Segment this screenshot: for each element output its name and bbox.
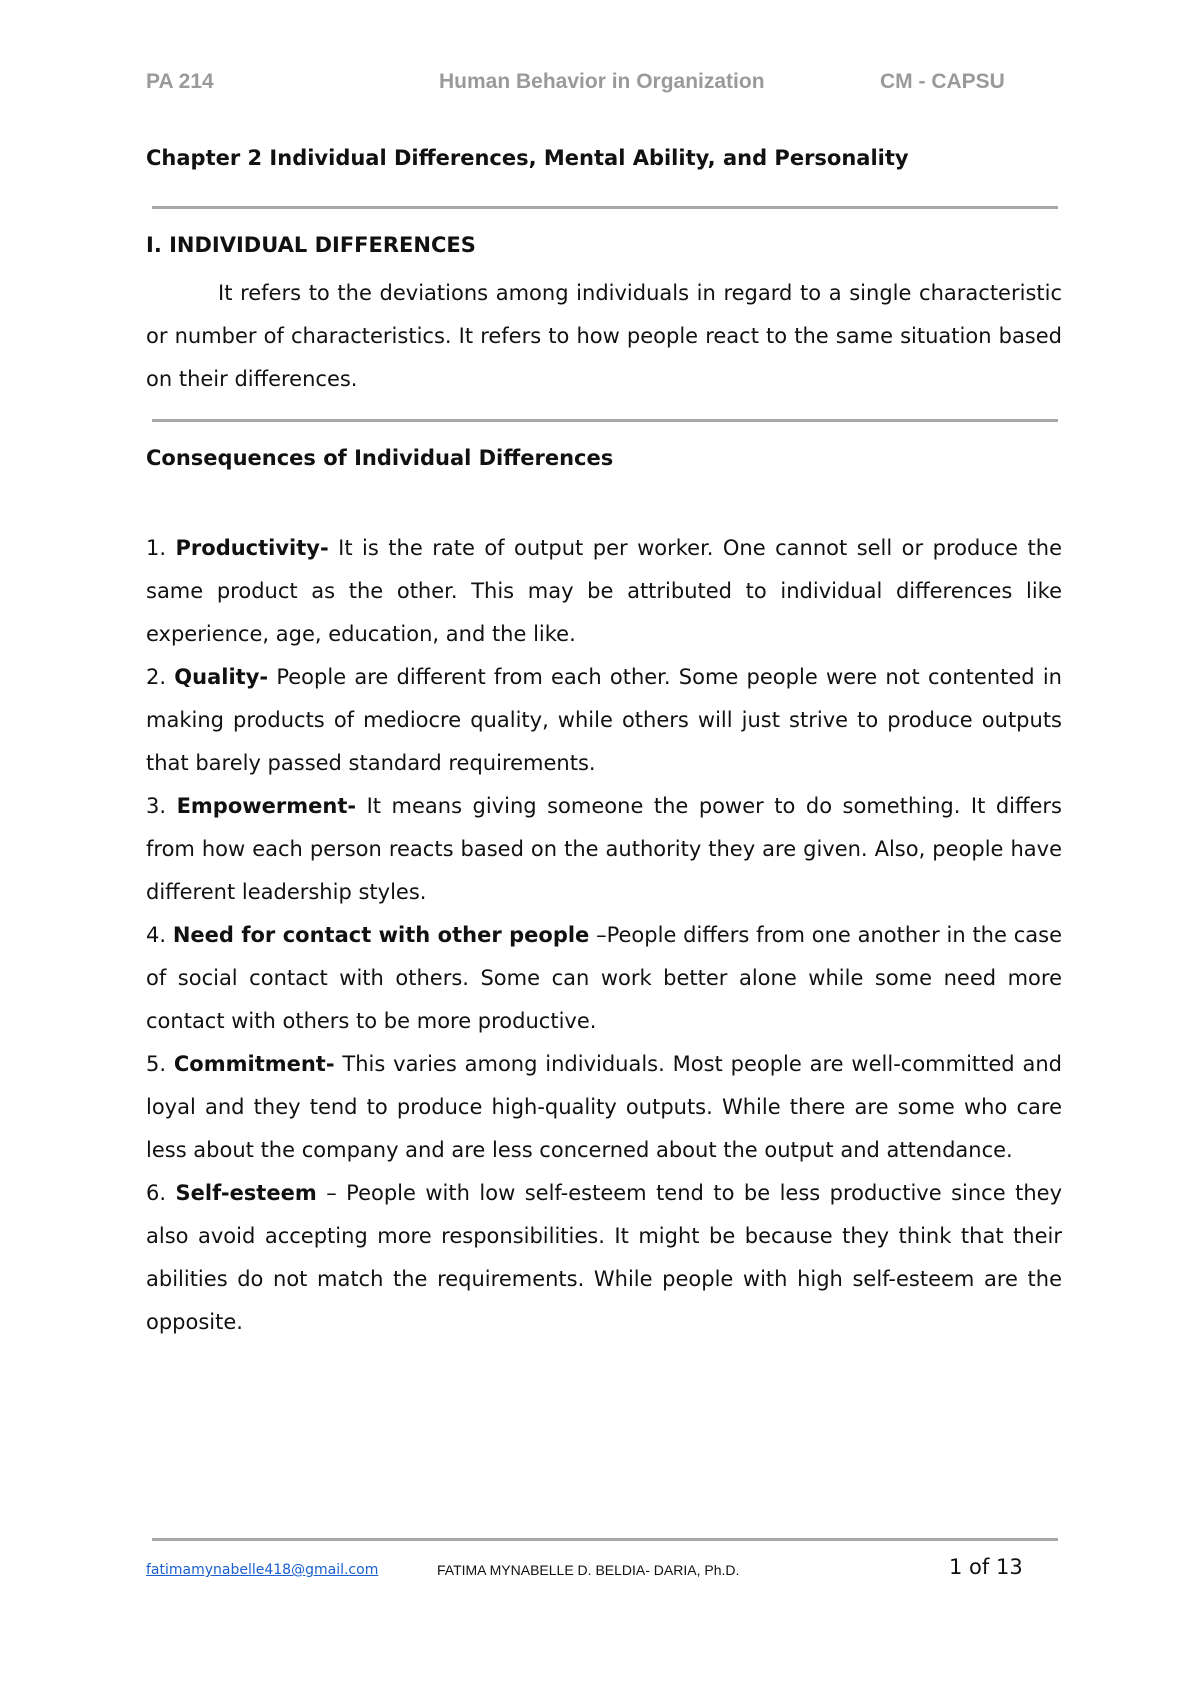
- list-item: [146, 1043, 1062, 1172]
- list-item: [146, 1172, 1062, 1344]
- list-item: [146, 785, 1062, 914]
- chapter-title: Chapter 2 Individual Differences, Mental Ability, and Personality: [146, 146, 909, 170]
- divider-line: [152, 419, 1058, 422]
- item-term: Need for contact with other people: [172, 923, 590, 947]
- page-header: [146, 70, 1012, 102]
- author-name: FATIMA MYNABELLE D. BELDIA- DARIA, Ph.D.: [437, 1562, 740, 1578]
- item-number: 1.: [146, 536, 167, 560]
- footer-divider-line: [152, 1538, 1058, 1541]
- header-course-code: PA 214: [146, 70, 214, 93]
- page-number: 1 of 13: [949, 1555, 1023, 1579]
- header-school: CM - CAPSU: [880, 70, 1005, 93]
- item-text: It is the rate of output per worker. One cannot sell or produce the same product as the other. This may be attributed to individual differences like experience, age, education, and the like.: [146, 536, 1062, 646]
- item-text: It means giving someone the power to do something. It differs from how each person reacts based on the authority they are given. Also, people have different leadership styles.: [146, 794, 1062, 904]
- item-number: 4.: [146, 923, 167, 947]
- author-email-link[interactable]: fatimamynabelle418@gmail.com: [146, 1562, 379, 1578]
- list-item: [146, 527, 1062, 656]
- item-number: 5.: [146, 1052, 167, 1076]
- item-number: 3.: [146, 794, 167, 818]
- list-item: [146, 914, 1062, 1043]
- item-number: 6.: [146, 1181, 167, 1205]
- item-term: Empowerment-: [176, 794, 357, 818]
- item-term: Quality-: [174, 665, 269, 689]
- item-term: Productivity-: [175, 536, 329, 560]
- item-text: –People differs from one another in the case of social contact with others. Some can work better alone while some need more contact with others to be more productive.: [146, 923, 1062, 1033]
- item-text: People are different from each other. Some people were not contented in making products of mediocre quality, while others will just strive to produce outputs that barely passed standard requirements.: [146, 665, 1062, 775]
- section-heading: I. INDIVIDUAL DIFFERENCES: [146, 233, 476, 257]
- divider-line: [152, 206, 1058, 209]
- item-term: Commitment-: [173, 1052, 335, 1076]
- item-text: – People with low self-esteem tend to be less productive since they also avoid accepting more responsibilities. It might be because they think that their abilities do not match the requirements. While people with high self-esteem are the opposite.: [146, 1181, 1062, 1334]
- item-term: Self-esteem: [175, 1181, 317, 1205]
- definition-paragraph: It refers to the deviations among individuals in regard to a single characteristic or number of characteristics. It refers to how people react to the same situation based on their differences.: [146, 281, 1062, 391]
- consequences-heading: Consequences of Individual Differences: [146, 446, 614, 470]
- header-course-title: Human Behavior in Organization: [439, 70, 765, 93]
- list-item: [146, 656, 1062, 785]
- consequences-list: [146, 527, 1062, 1344]
- page-footer: [146, 1555, 1026, 1591]
- item-number: 2.: [146, 665, 167, 689]
- item-text: This varies among individuals. Most people are well-committed and loyal and they tend to produce high-quality outputs. While there are some who care less about the company and are less concerned about the output and attendance.: [146, 1052, 1062, 1162]
